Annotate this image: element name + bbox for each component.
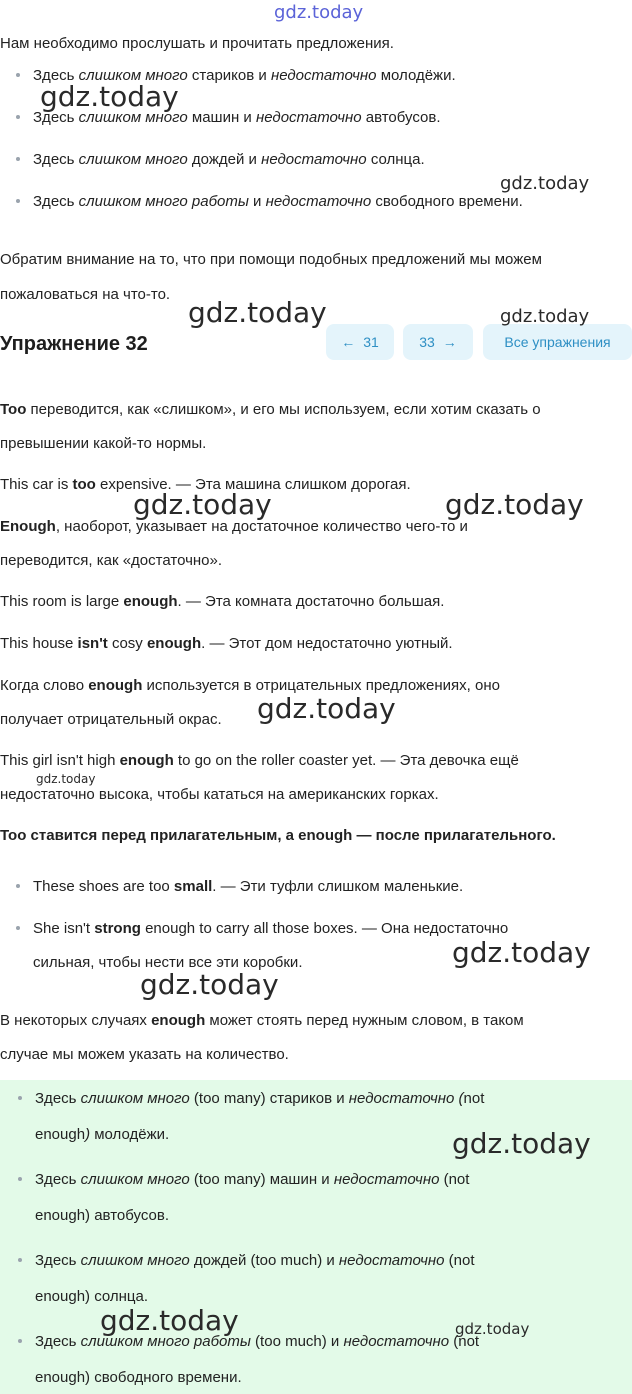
watermark: gdz.today: [452, 1127, 591, 1160]
note-line-2: пожаловаться на что-то.: [0, 286, 171, 303]
answer-item: Здесь слишком много дождей (too much) и недостаточно (not: [35, 1252, 475, 1269]
arrow-left-icon: ←: [341, 334, 356, 350]
bullet-icon: [18, 1258, 22, 1262]
watermark: gdz.today: [257, 692, 396, 725]
watermark: gdz.today: [140, 968, 279, 1001]
exercise-title: Упражнение 32: [0, 333, 148, 355]
enough-definition: Enough, наоборот, указывает на достаточное количество чего-то и: [0, 518, 468, 535]
watermark: gdz.today: [500, 173, 590, 194]
before-note-cont: случае мы можем указать на количество.: [0, 1046, 289, 1063]
arrow-right-icon: →: [442, 334, 457, 350]
too-definition-cont: превышении какой-то нормы.: [0, 435, 207, 452]
bullet-icon: [16, 115, 20, 119]
site-logo[interactable]: gdz.today: [274, 2, 364, 23]
watermark: gdz.today: [36, 772, 96, 786]
example-car: This car is too expensive. — Эта машина слишком дорогая.: [0, 476, 411, 493]
prev-exercise-label: 31: [363, 334, 379, 350]
next-exercise-label: 33: [419, 334, 435, 350]
answer-item-cont: enough) свободного времени.: [35, 1369, 242, 1386]
watermark: gdz.today: [133, 488, 272, 521]
bullet-icon: [18, 1339, 22, 1343]
bullet-icon: [16, 884, 20, 888]
list-item: Здесь слишком много стариков и недостаточно молодёжи.: [33, 67, 456, 84]
list-item: She isn't strong enough to carry all those boxes. — Она недостаточно: [33, 920, 509, 937]
answer-item: Здесь слишком много (too many) стариков и недостаточно (not: [35, 1090, 485, 1107]
next-exercise-button[interactable]: [403, 324, 473, 360]
enough-definition-cont: переводится, как «достаточно».: [0, 552, 223, 569]
answer-item-cont: enough) молодёжи.: [35, 1126, 170, 1143]
prev-exercise-button[interactable]: [326, 324, 394, 360]
watermark: gdz.today: [452, 936, 591, 969]
list-item: Здесь слишком много работы и недостаточно свободного времени.: [33, 193, 523, 210]
placement-rule: Too ставится перед прилагательным, а enough — после прилагательного.: [0, 827, 556, 844]
all-exercises-button[interactable]: [483, 324, 632, 360]
bullet-icon: [16, 199, 20, 203]
bullet-icon: [16, 73, 20, 77]
list-item: Здесь слишком много машин и недостаточно автобусов.: [33, 109, 441, 126]
bullet-icon: [16, 926, 20, 930]
negative-note-cont: получает отрицательный окрас.: [0, 711, 222, 728]
answer-item-cont: enough) солнца.: [35, 1288, 149, 1305]
bullet-icon: [18, 1177, 22, 1181]
example-house: This house isn't cosy enough. — Этот дом недостаточно уютный.: [0, 635, 453, 652]
all-exercises-label: Все упражнения: [504, 334, 611, 350]
example-girl: This girl isn't high enough to go on the roller coaster yet. — Эта девочка ещё: [0, 752, 519, 769]
note-line-1: Обратим внимание на то, что при помощи подобных предложений мы можем: [0, 251, 542, 268]
bullet-icon: [18, 1096, 22, 1100]
too-definition: Too переводится, как «слишком», и его мы используем, если хотим сказать о: [0, 401, 541, 418]
list-item-cont: сильная, чтобы нести все эти коробки.: [33, 954, 303, 971]
list-item: These shoes are too small. — Эти туфли слишком маленькие.: [33, 878, 464, 895]
example-room: This room is large enough. — Эта комната достаточно большая.: [0, 593, 445, 610]
answer-item: Здесь слишком много (too many) машин и недостаточно (not: [35, 1171, 470, 1188]
watermark: gdz.today: [100, 1304, 239, 1337]
before-note: В некоторых случаях enough может стоять перед нужным словом, в таком: [0, 1012, 524, 1029]
answer-item: Здесь слишком много работы (too much) и недостаточно (not: [35, 1333, 480, 1350]
watermark: gdz.today: [188, 296, 327, 329]
watermark: gdz.today: [40, 80, 179, 113]
watermark: gdz.today: [455, 1320, 530, 1338]
watermark: gdz.today: [445, 488, 584, 521]
negative-note: Когда слово enough используется в отрицательных предложениях, оно: [0, 677, 500, 694]
bullet-icon: [16, 157, 20, 161]
example-girl-cont: недостаточно высока, чтобы кататься на американских горках.: [0, 786, 439, 803]
answer-item-cont: enough) автобусов.: [35, 1207, 169, 1224]
watermark: gdz.today: [500, 306, 590, 327]
list-item: Здесь слишком много дождей и недостаточно солнца.: [33, 151, 425, 168]
intro-text: Нам необходимо прослушать и прочитать предложения.: [0, 35, 394, 52]
